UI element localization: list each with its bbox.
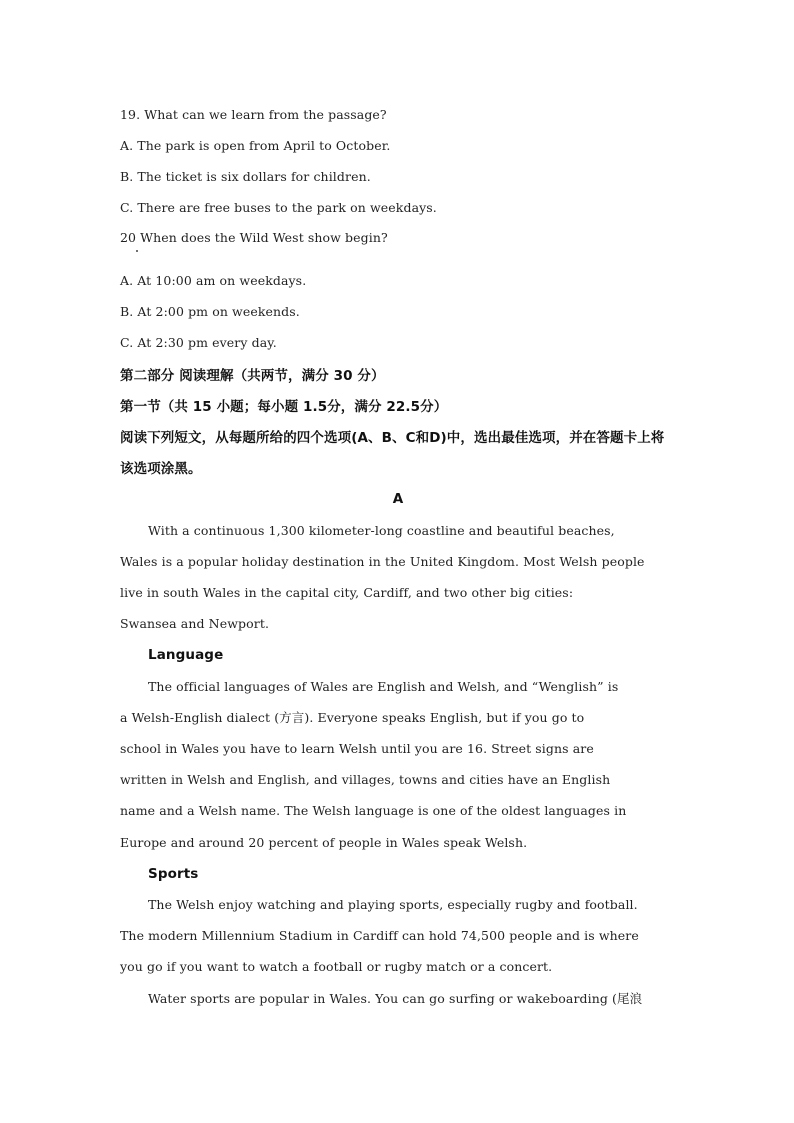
- question-19-option-c: C. There are free buses to the park on weekdays.: [120, 200, 437, 215]
- language-line-4: written in Welsh and English, and villages, towns and cities have an English: [120, 772, 611, 787]
- sports-line-1: The Welsh enjoy watching and playing sports, especially rugby and football.: [148, 897, 638, 912]
- language-line-6: Europe and around 20 percent of people in Wales speak Welsh.: [120, 835, 528, 850]
- question-19-option-b: B. The ticket is six dollars for children.: [120, 169, 371, 184]
- question-20-stem: 20 When does the Wild West show begin?: [120, 230, 388, 245]
- part-heading: 第二部分 阅读理解（共两节，满分 30 分）: [120, 368, 385, 384]
- language-heading: Language: [148, 647, 224, 663]
- question-20-option-c: C. At 2:30 pm every day.: [120, 335, 277, 350]
- stray-dot-mark: [136, 250, 138, 252]
- intro-line-3: live in south Wales in the capital city, Cardiff, and two other big cities:: [120, 585, 574, 600]
- question-19-option-a: A. The park is open from April to October.: [120, 138, 391, 153]
- language-line-3: school in Wales you have to learn Welsh until you are 16. Street signs are: [120, 741, 594, 756]
- sports-heading: Sports: [148, 866, 199, 882]
- passage-title: A: [392, 491, 404, 507]
- instruction-line-1: 阅读下列短文，从每题所给的四个选项(A、B、C和D)中，选出最佳选项，并在答题卡上将: [120, 430, 665, 446]
- instruction-line-2: 该选项涂黑。: [120, 461, 202, 477]
- language-line-1: The official languages of Wales are English and Welsh, and “Wenglish” is: [148, 679, 619, 694]
- question-19-stem: 19. What can we learn from the passage?: [120, 107, 387, 122]
- language-line-5: name and a Welsh name. The Welsh language is one of the oldest languages in: [120, 803, 627, 818]
- section-heading: 第一节（共 15 小题；每小题 1.5分，满分 22.5分）: [120, 399, 448, 415]
- language-line-2: a Welsh-English dialect (方言). Everyone speaks English, but if you go to: [120, 710, 585, 725]
- question-20-option-b: B. At 2:00 pm on weekends.: [120, 304, 300, 319]
- intro-line-2: Wales is a popular holiday destination in the United Kingdom. Most Welsh people: [120, 554, 645, 569]
- water-sports-line: Water sports are popular in Wales. You can go surfing or wakeboarding (尾浪: [148, 991, 643, 1006]
- question-20-option-a: A. At 10:00 am on weekdays.: [120, 273, 307, 288]
- intro-line-1: With a continuous 1,300 kilometer-long coastline and beautiful beaches,: [148, 523, 615, 538]
- sports-line-3: you go if you want to watch a football or rugby match or a concert.: [120, 959, 553, 974]
- sports-line-2: The modern Millennium Stadium in Cardiff can hold 74,500 people and is where: [120, 928, 639, 943]
- intro-line-4: Swansea and Newport.: [120, 616, 270, 631]
